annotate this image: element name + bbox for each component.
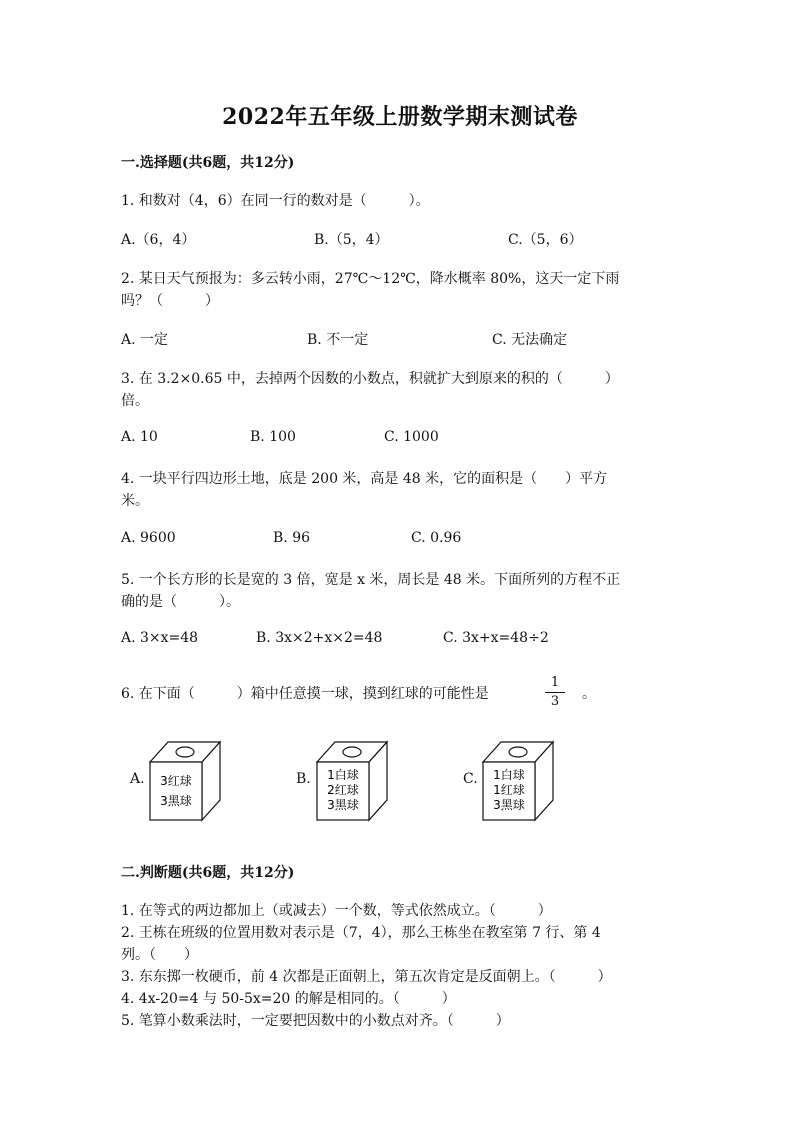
question-1-option-c: C.（5，6） bbox=[508, 232, 583, 248]
question-4-line-1: 4. 一块平行四边形土地，底是 200 米，高是 48 米，它的面积是（ ）平方 bbox=[121, 471, 608, 487]
question-2-option-a: A. 一定 bbox=[121, 332, 169, 348]
box-a-cube-icon bbox=[148, 740, 224, 822]
judgement-item-3: 3. 东东掷一枚硬币，前 4 次都是正面朝上，第五次肯定是反面朝上。（ ） bbox=[121, 969, 612, 985]
question-5-option-b: B. 3x×2+x×2=48 bbox=[256, 630, 383, 646]
page-title: 2022年五年级上册数学期末测试卷 bbox=[222, 104, 578, 130]
question-5-line-1: 5. 一个长方形的长是宽的 3 倍，宽是 x 米，周长是 48 米。下面所列的方程不正 bbox=[121, 572, 621, 588]
question-6-end-mark: 。 bbox=[582, 686, 596, 702]
question-2-line-1: 2. 某日天气预报为：多云转小雨，27℃～12℃，降水概率 80%，这天一定下雨 bbox=[121, 271, 620, 287]
probability-fraction bbox=[545, 676, 565, 708]
question-2-option-b: B. 不一定 bbox=[307, 332, 369, 348]
box-c-label-2: 1红球 bbox=[493, 783, 525, 797]
question-5-option-a: A. 3×x=48 bbox=[121, 630, 199, 646]
question-3-option-c: C. 1000 bbox=[384, 429, 439, 445]
question-1-option-b: B.（5，4） bbox=[314, 232, 389, 248]
judgement-item-5: 5. 笔算小数乘法时，一定要把因数中的小数点对齐。（ ） bbox=[121, 1013, 510, 1029]
box-c-label-3: 3黑球 bbox=[493, 798, 525, 812]
question-3-option-b: B. 100 bbox=[250, 429, 296, 445]
question-5-line-2: 确的是（ ）。 bbox=[121, 594, 240, 610]
question-3-line-2: 倍。 bbox=[121, 393, 149, 409]
question-4-option-c: C. 0.96 bbox=[411, 530, 462, 546]
judgement-item-4: 4. 4x-20=4 与 50-5x=20 的解是相同的。（ ） bbox=[121, 991, 456, 1007]
box-c-label-1: 1白球 bbox=[493, 768, 525, 782]
box-a-label-1: 3红球 bbox=[160, 774, 192, 788]
box-c-letter: C. bbox=[463, 771, 478, 787]
box-b-label-1: 1白球 bbox=[327, 768, 359, 782]
question-1-text: 1. 和数对（4，6）在同一行的数对是（ ）。 bbox=[121, 193, 430, 209]
question-1-option-a: A.（6，4） bbox=[121, 232, 196, 248]
question-6-text: 6. 在下面（ ）箱中任意摸一球，摸到红球的可能性是 bbox=[121, 686, 489, 702]
fraction-denominator: 3 bbox=[550, 694, 560, 709]
judgement-item-1: 1. 在等式的两边都加上（或减去）一个数，等式依然成立。（ ） bbox=[121, 903, 552, 919]
question-3-option-a: A. 10 bbox=[121, 429, 158, 445]
box-a-letter: A. bbox=[130, 771, 145, 787]
judgement-item-2: 2. 王栋在班级的位置用数对表示是（7，4），那么王栋坐在教室第 7 行、第 4 bbox=[121, 925, 601, 941]
box-a-label-2: 3黑球 bbox=[160, 794, 192, 808]
question-2-line-2: 吗？（ ） bbox=[121, 293, 219, 309]
box-b-label-3: 3黑球 bbox=[327, 798, 359, 812]
box-b-cube-icon bbox=[315, 740, 391, 822]
question-4-line-2: 米。 bbox=[121, 493, 149, 509]
question-4-option-b: B. 96 bbox=[273, 530, 311, 546]
box-b-label-2: 2红球 bbox=[327, 783, 359, 797]
section-heading-choice: 一.选择题(共6题，共12分) bbox=[121, 155, 295, 171]
fraction-numerator: 1 bbox=[550, 675, 560, 690]
section-heading-judgement: 二.判断题(共6题，共12分) bbox=[121, 865, 295, 881]
box-b-letter: B. bbox=[296, 771, 311, 787]
question-5-option-c: C. 3x+x=48÷2 bbox=[443, 630, 549, 646]
question-4-option-a: A. 9600 bbox=[121, 530, 176, 546]
fraction-bar bbox=[545, 692, 565, 693]
question-2-option-c: C. 无法确定 bbox=[492, 332, 568, 348]
judgement-item-2-continued: 列。（ ） bbox=[121, 947, 198, 963]
question-3-line-1: 3. 在 3.2×0.65 中，去掉两个因数的小数点，积就扩大到原来的积的（ ） bbox=[121, 371, 619, 387]
box-c-cube-icon bbox=[481, 740, 557, 822]
